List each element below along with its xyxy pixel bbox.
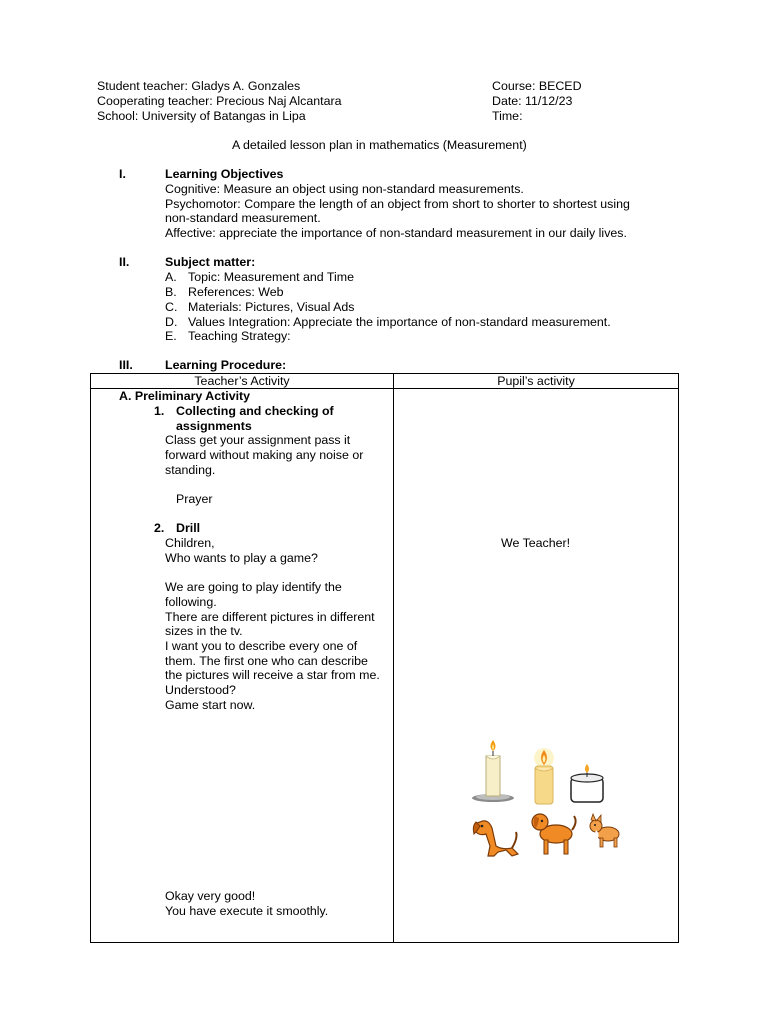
medium-candle xyxy=(534,748,554,804)
pupil-activity-header: Pupil’s activity xyxy=(497,374,575,388)
section-1-number: I. xyxy=(119,167,126,181)
candles-and-dogs-image xyxy=(462,738,640,858)
drill-line: Who wants to play a game? xyxy=(165,551,318,565)
drill-line: There are different pictures in different xyxy=(165,610,375,624)
drill-line: We are going to play identify the xyxy=(165,580,342,594)
school: School: University of Batangas in Lipa xyxy=(97,109,306,123)
time: Time: xyxy=(492,109,523,123)
medium-dog xyxy=(532,814,576,854)
subject-item-text: Materials: Pictures, Visual Ads xyxy=(188,300,355,314)
subject-item-letter: A. xyxy=(165,270,177,284)
step-1-title-cont: assignments xyxy=(176,419,252,433)
section-2-heading: Subject matter: xyxy=(165,255,256,269)
drill-line: them. The first one who can describe xyxy=(165,654,368,668)
drill-line: Game start now. xyxy=(165,698,256,712)
subject-item-text: Values Integration: Appreciate the importance of non-standard measurement. xyxy=(188,315,611,329)
small-dog xyxy=(590,814,619,847)
step-1-instruction: Class get your assignment pass it xyxy=(165,433,351,447)
step-1-title: Collecting and checking of xyxy=(176,404,334,418)
cooperating-teacher: Cooperating teacher: Precious Naj Alcantara xyxy=(97,94,342,108)
drill-line: Children, xyxy=(165,536,215,550)
section-3-number: III. xyxy=(119,358,133,372)
section-1-heading: Learning Objectives xyxy=(165,167,284,181)
objective-line: Cognitive: Measure an object using non-standard measurements. xyxy=(165,182,524,196)
preliminary-activity-heading: A. Preliminary Activity xyxy=(119,389,251,403)
objective-line: non-standard measurement. xyxy=(165,211,321,225)
subject-item-letter: B. xyxy=(165,285,177,299)
objective-line: Affective: appreciate the importance of non-standard measurement in our daily lives. xyxy=(165,226,627,240)
teacher-activity-header: Teacher’s Activity xyxy=(194,374,290,388)
drill-line: following. xyxy=(165,595,217,609)
section-2-number: II. xyxy=(119,255,130,269)
table-column-divider xyxy=(393,373,394,943)
drill-line: I want you to describe every one of xyxy=(165,639,358,653)
subject-item-text: Topic: Measurement and Time xyxy=(188,270,354,284)
step-2-number: 2. xyxy=(154,521,165,535)
pupil-response: We Teacher! xyxy=(501,536,571,550)
subject-item-letter: D. xyxy=(165,315,178,329)
drill-line: sizes in the tv. xyxy=(165,624,243,638)
subject-item-letter: C. xyxy=(165,300,178,314)
step-1-instruction: forward without making any noise or xyxy=(165,448,364,462)
table-border-left xyxy=(90,373,91,943)
student-teacher: Student teacher: Gladys A. Gonzales xyxy=(97,79,301,93)
page-title: A detailed lesson plan in mathematics (Measurement) xyxy=(232,138,527,152)
course: Course: BECED xyxy=(492,79,582,93)
big-dog xyxy=(473,821,518,856)
subject-item-letter: E. xyxy=(165,329,177,343)
step-1-instruction: standing. xyxy=(165,463,216,477)
drill-line: Understood? xyxy=(165,683,236,697)
table-border-bottom xyxy=(90,942,679,943)
date: Date: 11/12/23 xyxy=(492,94,573,108)
tall-candle xyxy=(472,740,514,802)
drill-line: the pictures will receive a star from me. xyxy=(165,668,380,682)
objective-line: Psychomotor: Compare the length of an object from short to shorter to shortest using xyxy=(165,197,630,211)
table-border-right xyxy=(678,373,679,943)
prayer: Prayer xyxy=(176,492,213,506)
closing-line: You have execute it smoothly. xyxy=(165,904,329,918)
small-candle xyxy=(571,764,603,802)
subject-item-text: References: Web xyxy=(188,285,284,299)
subject-item-text: Teaching Strategy: xyxy=(188,329,291,343)
section-3-heading: Learning Procedure: xyxy=(165,358,287,372)
step-2-title: Drill xyxy=(176,521,201,535)
closing-line: Okay very good! xyxy=(165,889,256,903)
step-1-number: 1. xyxy=(154,404,165,418)
